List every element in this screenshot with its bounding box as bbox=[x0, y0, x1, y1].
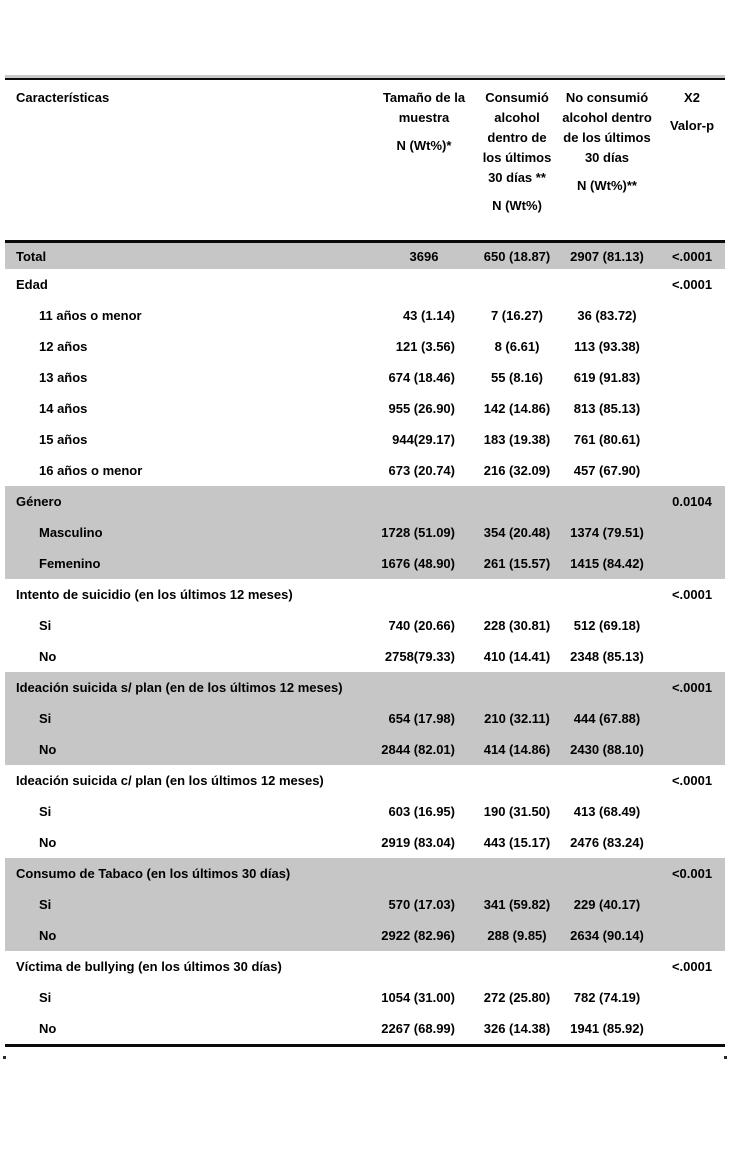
header-sub-label: N (Wt%)** bbox=[577, 178, 637, 193]
header-caracteristicas bbox=[5, 88, 369, 108]
section-title-row bbox=[5, 672, 725, 703]
cell-consumed: 414 (14.86) bbox=[483, 742, 551, 757]
table-row bbox=[5, 641, 725, 672]
header-label: Tamaño de la muestra bbox=[382, 90, 466, 125]
header-label: X2 bbox=[684, 90, 700, 105]
cell-not-consumed: 1415 (84.42) bbox=[570, 556, 644, 571]
row-label: 15 años bbox=[39, 432, 88, 447]
row-label: 11 años o menor bbox=[39, 308, 142, 323]
cell-sample-n: 944(29.17) bbox=[392, 432, 455, 447]
artifact-dot bbox=[3, 1056, 6, 1059]
cell-consumed: 261 (15.57) bbox=[483, 556, 551, 571]
cell-not-consumed: 761 (80.61) bbox=[573, 432, 641, 447]
header-label: No consumió alcohol dentro de los últimos 30 días bbox=[562, 90, 652, 165]
cell-sample-n: 955 (26.90) bbox=[388, 401, 455, 416]
section-title: Edad bbox=[16, 277, 48, 292]
cell-p-value: <.0001 bbox=[671, 959, 713, 974]
section-title: Ideación suicida s/ plan (en de los últimos 12 meses) bbox=[16, 680, 343, 695]
cell-sample-n: 1728 (51.09) bbox=[381, 525, 455, 540]
cell-sample-n: 121 (3.56) bbox=[395, 339, 455, 354]
section-title: Consumo de Tabaco (en los últimos 30 días) bbox=[16, 866, 291, 881]
table-row bbox=[5, 517, 725, 548]
header-x2-valor-p bbox=[659, 88, 725, 136]
table-row bbox=[5, 362, 725, 393]
table-section bbox=[5, 951, 725, 1044]
cell-consumed: 8 (6.61) bbox=[494, 339, 540, 354]
table-row bbox=[5, 548, 725, 579]
header-label: Características bbox=[16, 90, 110, 105]
cell-not-consumed: 813 (85.13) bbox=[573, 401, 641, 416]
section-title-row bbox=[5, 269, 725, 300]
cell-not-consumed: 512 (69.18) bbox=[573, 618, 641, 633]
row-label: No bbox=[39, 1021, 57, 1036]
row-label: No bbox=[39, 742, 57, 757]
cell-sample-n: 570 (17.03) bbox=[388, 897, 455, 912]
cell-consumed: 341 (59.82) bbox=[483, 897, 551, 912]
cell-not-consumed: 113 (93.38) bbox=[574, 339, 640, 354]
section-title-row bbox=[5, 486, 725, 517]
cell-consumed: 288 (9.85) bbox=[487, 928, 547, 943]
row-label: No bbox=[39, 928, 57, 943]
section-title-row bbox=[5, 765, 725, 796]
cell-not-consumed: 2907 (81.13) bbox=[570, 248, 644, 264]
cell-not-consumed: 444 (67.88) bbox=[573, 711, 641, 726]
cell-consumed: 7 (16.27) bbox=[490, 308, 544, 323]
stats-table bbox=[5, 78, 725, 1047]
table-row bbox=[5, 796, 725, 827]
table-row bbox=[5, 610, 725, 641]
cell-not-consumed: 2634 (90.14) bbox=[570, 928, 644, 943]
cell-not-consumed: 2430 (88.10) bbox=[570, 742, 644, 757]
table-row bbox=[5, 889, 725, 920]
table-section bbox=[5, 858, 725, 951]
cell-not-consumed: 619 (91.83) bbox=[573, 370, 641, 385]
table-row bbox=[5, 1013, 725, 1044]
table-row bbox=[5, 920, 725, 951]
cell-not-consumed: 229 (40.17) bbox=[573, 897, 641, 912]
cell-sample-n: 3696 bbox=[409, 248, 439, 264]
cell-sample-n: 2919 (83.04) bbox=[381, 835, 455, 850]
row-label: Total bbox=[16, 248, 47, 264]
header-sub-label: N (Wt%)* bbox=[396, 138, 452, 153]
header-tamano-muestra bbox=[369, 88, 479, 156]
cell-consumed: 443 (15.17) bbox=[483, 835, 551, 850]
table-row bbox=[5, 455, 725, 486]
cell-consumed: 190 (31.50) bbox=[483, 804, 551, 819]
cell-not-consumed: 1374 (79.51) bbox=[570, 525, 644, 540]
cell-sample-n: 740 (20.66) bbox=[388, 618, 455, 633]
cell-consumed: 142 (14.86) bbox=[483, 401, 551, 416]
cell-consumed: 55 (8.16) bbox=[490, 370, 544, 385]
cell-not-consumed: 413 (68.49) bbox=[573, 804, 641, 819]
section-title: Ideación suicida c/ plan (en los últimos 12 meses) bbox=[16, 773, 324, 788]
cell-sample-n: 2758(79.33) bbox=[384, 649, 455, 664]
cell-sample-n: 2267 (68.99) bbox=[381, 1021, 455, 1036]
row-label: Si bbox=[39, 990, 52, 1005]
header-label: Consumió alcohol dentro de los últimos 30 días ** bbox=[482, 90, 552, 185]
cell-consumed: 228 (30.81) bbox=[483, 618, 551, 633]
header-consumio-alcohol bbox=[479, 88, 555, 216]
cell-consumed: 410 (14.41) bbox=[483, 649, 551, 664]
row-label: Si bbox=[39, 618, 52, 633]
section-title: Víctima de bullying (en los últimos 30 días) bbox=[16, 959, 282, 974]
cell-not-consumed: 2348 (85.13) bbox=[570, 649, 644, 664]
cell-consumed: 272 (25.80) bbox=[483, 990, 551, 1005]
header-sub-label: Valor-p bbox=[669, 118, 715, 133]
table-section bbox=[5, 486, 725, 579]
cell-not-consumed: 1941 (85.92) bbox=[570, 1021, 644, 1036]
section-title-row bbox=[5, 951, 725, 982]
cell-sample-n: 673 (20.74) bbox=[388, 463, 455, 478]
cell-sample-n: 603 (16.95) bbox=[388, 804, 455, 819]
table-row bbox=[5, 982, 725, 1013]
row-label: Si bbox=[39, 711, 52, 726]
header-sub-label: N (Wt%) bbox=[492, 198, 542, 213]
row-label: 13 años bbox=[39, 370, 88, 385]
table-body bbox=[5, 269, 725, 1047]
row-label: No bbox=[39, 835, 57, 850]
table-section bbox=[5, 672, 725, 765]
row-label: Masculino bbox=[39, 525, 103, 540]
row-label: 16 años o menor bbox=[39, 463, 143, 478]
cell-not-consumed: 782 (74.19) bbox=[573, 990, 641, 1005]
cell-consumed: 216 (32.09) bbox=[483, 463, 551, 478]
row-label: Si bbox=[39, 804, 52, 819]
cell-p-value: <.0001 bbox=[671, 248, 713, 264]
artifact-dot bbox=[724, 1056, 727, 1059]
cell-not-consumed: 457 (67.90) bbox=[573, 463, 641, 478]
cell-p-value: <.0001 bbox=[671, 277, 713, 292]
section-title: Intento de suicidio (en los últimos 12 meses) bbox=[16, 587, 293, 602]
cell-sample-n: 2922 (82.96) bbox=[381, 928, 455, 943]
section-title-row bbox=[5, 858, 725, 889]
table-row bbox=[5, 300, 725, 331]
row-label: Femenino bbox=[39, 556, 101, 571]
row-label: 12 años bbox=[39, 339, 88, 354]
header-no-consumio-alcohol bbox=[555, 88, 659, 196]
table-section bbox=[5, 579, 725, 672]
table-row bbox=[5, 703, 725, 734]
row-label: No bbox=[39, 649, 57, 664]
table-section bbox=[5, 765, 725, 858]
row-label: 14 años bbox=[39, 401, 88, 416]
cell-sample-n: 1676 (48.90) bbox=[381, 556, 455, 571]
table-row bbox=[5, 827, 725, 858]
cell-consumed: 650 (18.87) bbox=[483, 248, 551, 264]
cell-p-value: <0.001 bbox=[671, 866, 713, 881]
table-section bbox=[5, 269, 725, 486]
table-row bbox=[5, 424, 725, 455]
cell-p-value: <.0001 bbox=[671, 680, 713, 695]
cell-not-consumed: 2476 (83.24) bbox=[570, 835, 644, 850]
cell-consumed: 210 (32.11) bbox=[484, 711, 550, 726]
cell-sample-n: 43 (1.14) bbox=[402, 308, 455, 323]
table-row bbox=[5, 393, 725, 424]
section-title: Género bbox=[16, 494, 62, 509]
total-row bbox=[5, 240, 725, 269]
row-label: Si bbox=[39, 897, 52, 912]
cell-consumed: 326 (14.38) bbox=[483, 1021, 551, 1036]
cell-p-value: <.0001 bbox=[671, 773, 713, 788]
cell-not-consumed: 36 (83.72) bbox=[577, 308, 637, 323]
cell-p-value: 0.0104 bbox=[672, 494, 712, 509]
cell-consumed: 183 (19.38) bbox=[483, 432, 551, 447]
table-header-row bbox=[5, 78, 725, 240]
cell-sample-n: 1054 (31.00) bbox=[381, 990, 455, 1005]
cell-consumed: 354 (20.48) bbox=[483, 525, 551, 540]
cell-sample-n: 654 (17.98) bbox=[388, 711, 455, 726]
table-row bbox=[5, 331, 725, 362]
table-row bbox=[5, 734, 725, 765]
cell-p-value: <.0001 bbox=[671, 587, 713, 602]
cell-sample-n: 2844 (82.01) bbox=[381, 742, 455, 757]
section-title-row bbox=[5, 579, 725, 610]
cell-sample-n: 674 (18.46) bbox=[388, 370, 455, 385]
